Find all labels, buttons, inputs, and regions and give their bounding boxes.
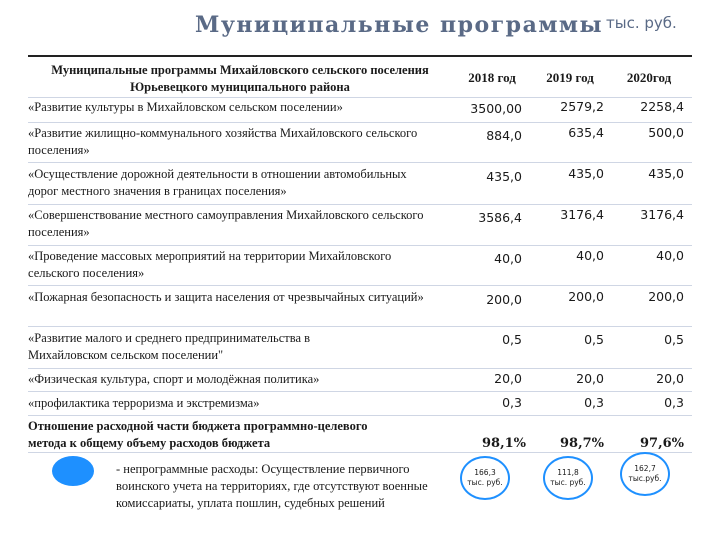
value-2018: 40,0	[494, 251, 522, 266]
row-divider	[28, 122, 692, 123]
value-2020: 3176,4	[640, 207, 684, 222]
program-name: «Проведение массовых мероприятий на территории Михайловского сельского поселения»	[28, 249, 392, 280]
legend-marker	[52, 456, 94, 486]
program-name: «Совершенствование местного самоуправления Михайловского сельского поселения»	[28, 208, 424, 239]
value-2019: 20,0	[576, 371, 604, 386]
bubble-value: 166,3	[474, 468, 496, 477]
programs-column-header: Муниципальные программы Михайловского сельского поселения Юрьевецкого муниципального района	[51, 63, 429, 94]
row-divider	[28, 204, 692, 205]
page-title: Муниципальные программы	[195, 12, 604, 38]
row-divider	[28, 97, 692, 98]
value-2020: 0,5	[664, 332, 684, 347]
value-2018: 0,5	[502, 332, 522, 347]
row-divider	[28, 452, 692, 453]
value-2018: 20,0	[494, 371, 522, 386]
program-name: «Осуществление дорожной деятельности в отношении автомобильных дорог местного значения в границах поселения»	[28, 167, 407, 198]
row-divider	[28, 391, 692, 392]
value-2019: 435,0	[568, 166, 604, 181]
program-name: «Развитие жилищно-коммунального хозяйства Михайловского сельского поселения»	[28, 126, 418, 157]
bubble-unit: тыс. руб.	[467, 478, 503, 487]
bubble-2019	[543, 456, 593, 500]
value-2019: 200,0	[568, 289, 604, 304]
value-2020: 20,0	[656, 371, 684, 386]
row-divider	[28, 285, 692, 286]
value-2020: 40,0	[656, 248, 684, 263]
value-2019: 635,4	[568, 125, 604, 140]
column-header-2020: 2020год	[626, 70, 672, 85]
value-2019: 40,0	[576, 248, 604, 263]
bubble-2018	[460, 456, 510, 500]
ratio-2018: 98,1%	[482, 436, 527, 451]
table-top-rule	[28, 55, 692, 57]
row-divider	[28, 245, 692, 246]
value-2018: 200,0	[486, 292, 522, 307]
value-2019: 3176,4	[560, 207, 604, 222]
value-2019: 2579,2	[560, 99, 604, 114]
value-2018: 884,0	[486, 128, 522, 143]
program-name: «Развитие культуры в Михайловском сельском поселении»	[28, 100, 343, 114]
row-divider	[28, 415, 692, 416]
column-header-2018: 2018 год	[468, 70, 516, 85]
units-label: тыс. руб.	[606, 14, 677, 32]
ratio-2020: 97,6%	[640, 436, 685, 451]
bubble-value: 162,7	[634, 464, 656, 473]
value-2019: 0,5	[584, 332, 604, 347]
value-2020: 435,0	[648, 166, 684, 181]
value-2018: 435,0	[486, 169, 522, 184]
bubble-unit: тыс.руб.	[628, 474, 662, 483]
bubble-unit: тыс. руб.	[550, 478, 586, 487]
program-name: «Физическая культура, спорт и молодёжная политика»	[28, 372, 320, 386]
ratio-2019: 98,7%	[560, 436, 605, 451]
row-divider	[28, 162, 692, 163]
row-divider	[28, 326, 692, 327]
program-name: «Развитие малого и среднего предпринимательства в Михайловском сельском поселении"	[28, 331, 311, 362]
column-header-2019: 2019 год	[546, 70, 594, 85]
value-2018: 0,3	[502, 395, 522, 410]
program-name: «Пожарная безопасность и защита населения от чрезвычайных ситуаций»	[28, 290, 424, 304]
bubble-2020	[620, 452, 670, 496]
value-2018: 3500,00	[470, 101, 522, 116]
value-2020: 0,3	[664, 395, 684, 410]
bubble-value: 111,8	[557, 468, 579, 477]
row-divider	[28, 368, 692, 369]
legend-text: - непрограммные расходы: Осуществление первичного воинского учета на территориях, где отсутствуют военные комиссариаты, уплата пошлин, судебных решений	[116, 462, 428, 510]
value-2020: 500,0	[648, 125, 684, 140]
value-2019: 0,3	[584, 395, 604, 410]
value-2020: 2258,4	[640, 99, 684, 114]
value-2020: 200,0	[648, 289, 684, 304]
program-name: «профилактика терроризма и экстремизма»	[28, 396, 260, 410]
value-2018: 3586,4	[478, 210, 522, 225]
ratio-label: Отношение расходной части бюджета программно-целевого метода к общему объему расходов бюджета	[28, 419, 368, 450]
